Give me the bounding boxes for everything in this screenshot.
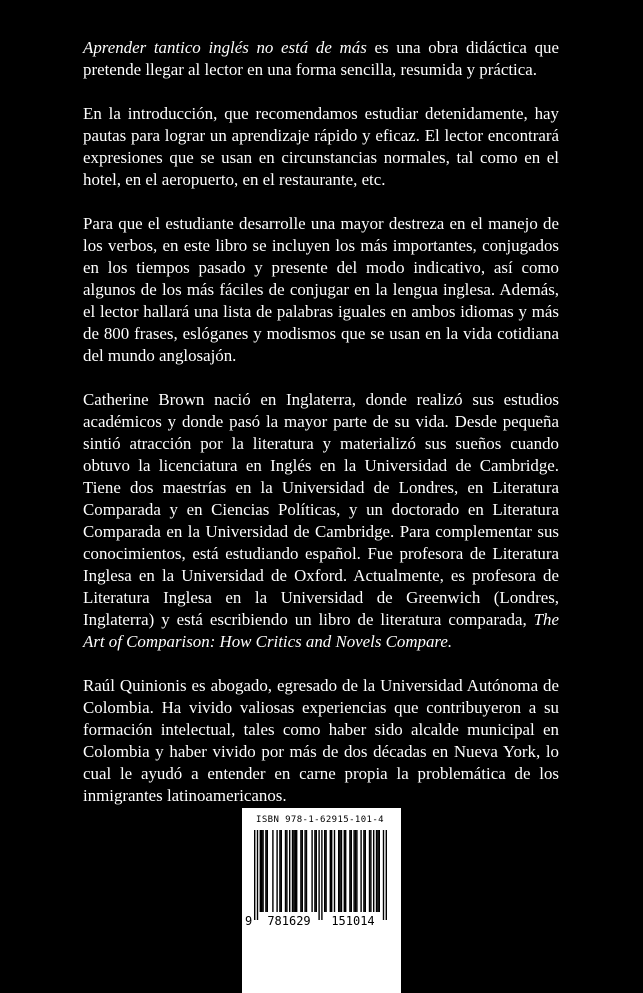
- barcode-bar: [370, 830, 371, 912]
- blurb-paragraph-1-rest: es una obra didáctica que pretende llegar al lector en una forma sencilla, resumida y práctica.: [83, 38, 559, 79]
- author-bio-brown: [83, 389, 559, 653]
- barcode-bar: [265, 830, 266, 912]
- barcode-bar: [289, 830, 290, 912]
- barcode-bar: [314, 830, 315, 912]
- barcode-bar: [254, 830, 255, 920]
- barcode-bar: [304, 830, 305, 912]
- barcode-bar: [293, 830, 294, 912]
- barcode-bar: [338, 830, 339, 912]
- barcode-bar: [302, 830, 303, 912]
- barcode-bar: [386, 830, 387, 920]
- barcode-bar: [334, 830, 335, 912]
- author-bio-brown-text: Catherine Brown nació en Inglaterra, donde realizó sus estudios académicos y donde pasó la mayor parte de su vida. Desde pequeña sintió atracción por la literatura y materializó sus sueños cuando obtuvo la licenciatura en Inglés en la Universidad de Cambridge. Tiene dos maestrías en la Universidad de Londres, en Literatura Comparada y en Ciencias Políticas, y un doctorado en Literatura Comparada en la Universidad de Cambridge. Para complementar sus conocimientos, está estudiando español. Fue profesora de Literatura Inglesa en la Universidad de Oxford. Actualmente, es profesora de Literatura Inglesa en la Universidad de Greenwich (Londres, Inglaterra) y está escribiendo un libro de literatura comparada,: [83, 390, 559, 629]
- barcode-bar: [379, 830, 380, 912]
- barcode-bar: [311, 830, 312, 912]
- blurb-paragraph-3: Para que el estudiante desarrolle una mayor destreza en el manejo de los verbos, en este libro se incluyen los más importantes, conjugados en los tiempos pasado y presente del modo indicativo, así como algunos de los más fáciles de conjugar en la lengua inglesa. Además, el lector hallará una lista de palabras iguales en ambos idiomas y más de 800 frases, eslóganes y modismos que se usan en la vida cotidiana del mundo anglosajón.: [83, 214, 559, 365]
- barcode-bar: [276, 830, 277, 912]
- barcode-bar: [373, 830, 374, 912]
- barcode-bar: [296, 830, 297, 912]
- barcode-bar: [369, 830, 370, 912]
- barcode-bar: [281, 830, 282, 912]
- isbn-barcode: [242, 808, 401, 993]
- barcode-bar: [360, 830, 361, 912]
- barcode-bar: [376, 830, 377, 912]
- blurb-text: [83, 37, 559, 829]
- barcode-bar: [316, 830, 317, 912]
- barcode-bar: [306, 830, 307, 912]
- barcode-bar: [331, 830, 332, 912]
- barcode-bar: [292, 830, 293, 912]
- blurb-paragraph-1: [83, 37, 559, 81]
- barcode-bar: [325, 830, 326, 912]
- barcode-bar: [262, 830, 263, 912]
- barcode-bar: [363, 830, 364, 912]
- barcode-bar: [339, 830, 340, 912]
- barcode-bar: [260, 830, 261, 912]
- barcode-bar: [383, 830, 384, 920]
- barcode-bar: [330, 830, 331, 912]
- barcode-bar: [272, 830, 273, 912]
- barcode-bar: [356, 830, 357, 912]
- barcode-bar: [321, 830, 322, 920]
- barcode-bar: [295, 830, 296, 912]
- barcode-digit-first: 9: [245, 914, 253, 928]
- barcode-bar: [355, 830, 356, 912]
- barcode-bar: [257, 830, 258, 920]
- barcode-bar: [351, 830, 352, 912]
- barcode-bar: [353, 830, 354, 912]
- barcode-bar: [267, 830, 268, 912]
- barcode-bar: [285, 830, 286, 912]
- barcode-digits: [245, 914, 385, 928]
- barcode-bar: [300, 830, 301, 912]
- author-bio-quinionis: Raúl Quinionis es abogado, egresado de la Universidad Autónoma de Colombia. Ha vivido valiosas experiencias que contribuyeron a su formación intelectual, tales como haber sido alcalde municipal en Colombia y haber vivido por más de dos décadas en Nueva York, lo cual le ayudó a entender en carne propia la problemática de los inmigrantes latinoamericanos.: [83, 676, 559, 805]
- isbn-label: ISBN 978-1-62915-101-4: [256, 815, 385, 825]
- brown-book-title: The Art of Comparison: How Critics and Novels Compare.: [83, 610, 559, 651]
- barcode-bar: [345, 830, 346, 912]
- barcode-bar: [279, 830, 280, 912]
- book-title: Aprender tantico inglés no está de más: [83, 38, 367, 57]
- barcode-bar: [341, 830, 342, 912]
- blurb-paragraph-2: En la introducción, que recomendamos estudiar detenidamente, hay pautas para lograr un aprendizaje rápido y eficaz. El lector encontrará expresiones que se usan en circunstancias normales, tal como en el hotel, en el aeropuerto, en el restaurante, etc.: [83, 104, 559, 189]
- barcode-bar: [324, 830, 325, 912]
- barcode-bar: [261, 830, 262, 912]
- barcode-bar: [377, 830, 378, 912]
- barcode-bar: [349, 830, 350, 912]
- barcode-bar: [318, 830, 319, 920]
- barcode-digits-right: 151014: [331, 914, 375, 928]
- barcode-bar: [286, 830, 287, 912]
- barcode-bars: [254, 830, 389, 920]
- barcode-bar: [365, 830, 366, 912]
- barcode-bar: [344, 830, 345, 912]
- barcode-digits-left: 781629: [267, 914, 311, 928]
